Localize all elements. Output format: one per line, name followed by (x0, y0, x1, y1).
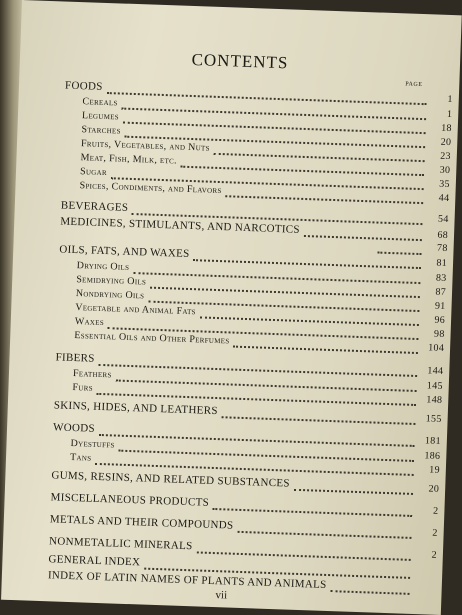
toc-entry-woods: WOODS 181 (52, 421, 442, 447)
toc-entry-oils: OILS, FATS, AND WAXES 81 (59, 243, 448, 269)
toc-entry-semidrying-oils: Semidrying Oils 87 (76, 274, 447, 298)
toc-entry-essential-oils: Essential Oils and Other Perfumes 104 (74, 330, 445, 354)
toc-entry-nonmetallic: NONMETALLIC MINERALS 2 (48, 535, 438, 561)
toc-entry-fats: Vegetable and Animal Fats 96 (75, 302, 446, 326)
toc-entry-beverages: BEVERAGES 54 (60, 199, 449, 226)
toc-entry-latin-index: INDEX OF LATIN NAMES OF PLANTS AND ANIMALS (48, 569, 436, 599)
toc-entry-drying-oils: Drying Oils 83 (76, 260, 447, 284)
page-title: CONTENTS (191, 49, 289, 73)
toc-entry-nondrying-oils: Nondrying Oils 91 (75, 288, 446, 312)
toc-entry-unlabeled: 78 (373, 240, 448, 259)
toc-entry-fibers: FIBERS 144 (55, 351, 444, 377)
toc-entry-medicines: MEDICINES, STIMULANTS, AND NARCOTICS 68 (60, 215, 449, 242)
toc-entry-dyestuffs: Dyestuffs 186 (70, 437, 441, 462)
toc-entry-general-index: GENERAL INDEX (48, 553, 436, 583)
toc-entry-spices: Spices, Condiments, and Flavors 44 (79, 180, 450, 205)
toc-entry-skins: SKINS, HIDES, AND LEATHERS 155 (53, 399, 442, 425)
toc-entry-metals: METALS AND THEIR COMPOUNDS 2 (49, 513, 438, 539)
toc-entry-sugar: Sugar 35 (79, 166, 451, 191)
toc-entry-furs: Furs 148 (72, 382, 443, 406)
toc-entry-feathers: Feathers 145 (72, 368, 443, 392)
toc-entry-waxes: Waxes 98 (74, 316, 445, 340)
toc-entry-gums: GUMS, RESINS, AND RELATED SUBSTANCES 20 (51, 469, 440, 495)
page-column-label: PAGE (405, 81, 423, 89)
toc-entry-legumes: Legumes 18 (81, 110, 452, 135)
toc-entry-cereals: Cereals 1 (82, 96, 453, 121)
page-number: vii (215, 589, 228, 602)
toc-entry-miscellaneous: MISCELLANEOUS PRODUCTS 2 (50, 491, 439, 517)
toc-entry-fruits: Fruits, Vegetables, and Nuts 23 (80, 138, 451, 163)
contents-page (1, 0, 462, 615)
toc-entry-tans: Tans 19 (69, 451, 441, 476)
toc-entry-meat: Meat, Fish, Milk, etc. 30 (80, 152, 451, 177)
toc-entry-starches: Starches 20 (81, 124, 452, 149)
toc-entry-foods: FOODS 1 (64, 79, 453, 106)
